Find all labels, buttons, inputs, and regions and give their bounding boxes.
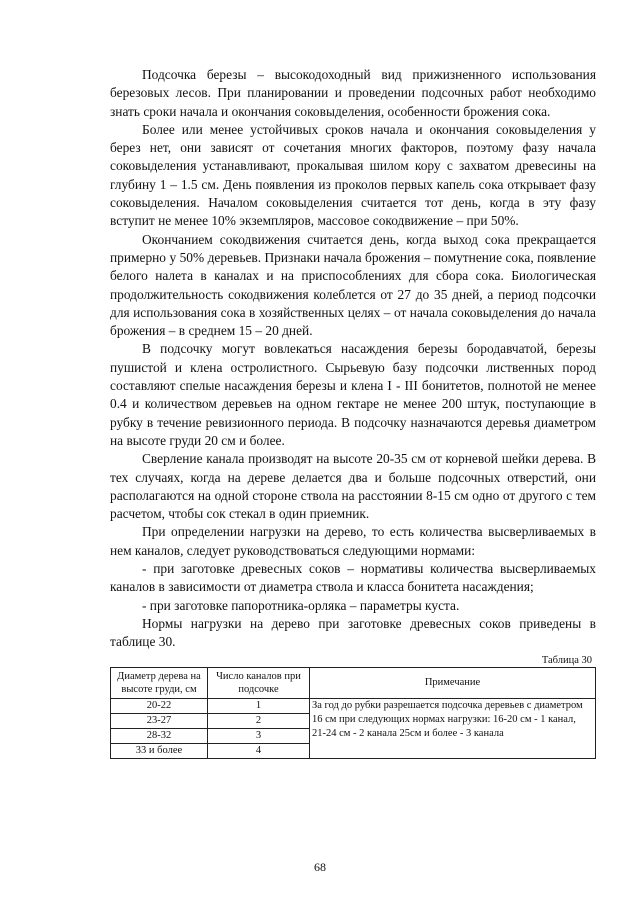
header-channels: Число каналов при подсочке (208, 667, 310, 698)
table-header-row (111, 667, 596, 698)
cell-diameter: 28-32 (111, 728, 208, 743)
cell-channels: 3 (208, 728, 310, 743)
paragraph: - при заготовке папоротника-орляка – параметры куста. (142, 597, 460, 613)
cell-channels: 4 (208, 743, 310, 758)
header-note: Примечание (310, 667, 596, 698)
cell-channels: 2 (208, 713, 310, 728)
paragraph: Сверление канала производят на высоте 20-35 см от корневой шейки дерева. В тех случаях, когда на дереве делается два и больше подсочных отверстий, они располагаются на одной стороне ствола на расстоянии 8-15 см одно от другого с тем расчетом, чтобы сок стекал в один приемник. (110, 451, 596, 522)
table-row (111, 698, 596, 713)
paragraph: Нормы нагрузки на дерево при заготовке древесных соков приведены в таблице 30. (110, 615, 596, 650)
page-number: 68 (314, 860, 326, 874)
cell-diameter: 23-27 (111, 713, 208, 728)
paragraph: При определении нагрузки на дерево, то есть количества высверливаемых в нем каналов, следует руководствоваться следующими нормами: (110, 524, 596, 558)
paragraph: В подсочку могут вовлекаться насаждения березы бородавчатой, березы пушистой и клена остролистного. Сырьевую базу подсочки лиственных пород составляют спелые насаждения березы и клена I - III бонитетов, полнотой не менее 0.4 и количеством деревьев на одном гектаре не менее 200 штук, поступающие в рубку в течение ревизионного периода. В подсочку назначаются деревья диаметром на высоте груди 20 см и более. (110, 341, 596, 448)
paragraph: Более или менее устойчивых сроков начала и окончания соковыделения у берез нет, они зависят от сочетания многих факторов, поэтому фазу начала соковыделения устанавливают, прокалывая шилом кору с захватом древесины на глубину 1 – 1.5 см. День появления из проколов первых капель сока открывает фазу соковыделения. Началом соковыделения считается тот день, когда в эту фазу вступит не менее 10% экземпляров, массовое сокодвижение – при 50%. (110, 121, 596, 229)
paragraph: Окончанием сокодвижения считается день, когда выход сока прекращается примерно у 50% деревьев. Признаки начала брожения – помутнение сока, появление белого налета в каналах и на приспособлениях для сбора сока. Биологическая продолжительность сокодвижения колеблется от 27 до 35 дней, а период подсочки для использования сока в хозяйственных целях – от начала соковыделения до начала брожения – в среднем 15 – 20 дней. (110, 231, 596, 339)
cell-channels: 1 (208, 698, 310, 713)
header-diameter: Диаметр дерева на высоте груди, см (111, 667, 208, 698)
paragraph: Подсочка березы – высокодоходный вид прижизненного использования березовых лесов. При планировании и проведении подсочных работ необходимо знать сроки начала и окончания соковыделения, особенности брожения сока. (110, 67, 596, 119)
table-caption: Таблица 30 (541, 654, 592, 666)
cell-diameter: 33 и более (111, 743, 208, 758)
table-30 (110, 667, 596, 759)
paragraph: - при заготовке древесных соков – нормативы количества высверливаемых каналов в зависимости от диаметра ствола и класса бонитета насаждения; (110, 561, 596, 595)
document-page (110, 66, 596, 759)
cell-note: За год до рубки разрешается подсочка деревьев с диаметром 16 см при следующих нормах нагрузки: 16-20 см - 1 канал, 21-24 см - 2 канала 25см и более - 3 канала (310, 698, 596, 758)
cell-diameter: 20-22 (111, 698, 208, 713)
